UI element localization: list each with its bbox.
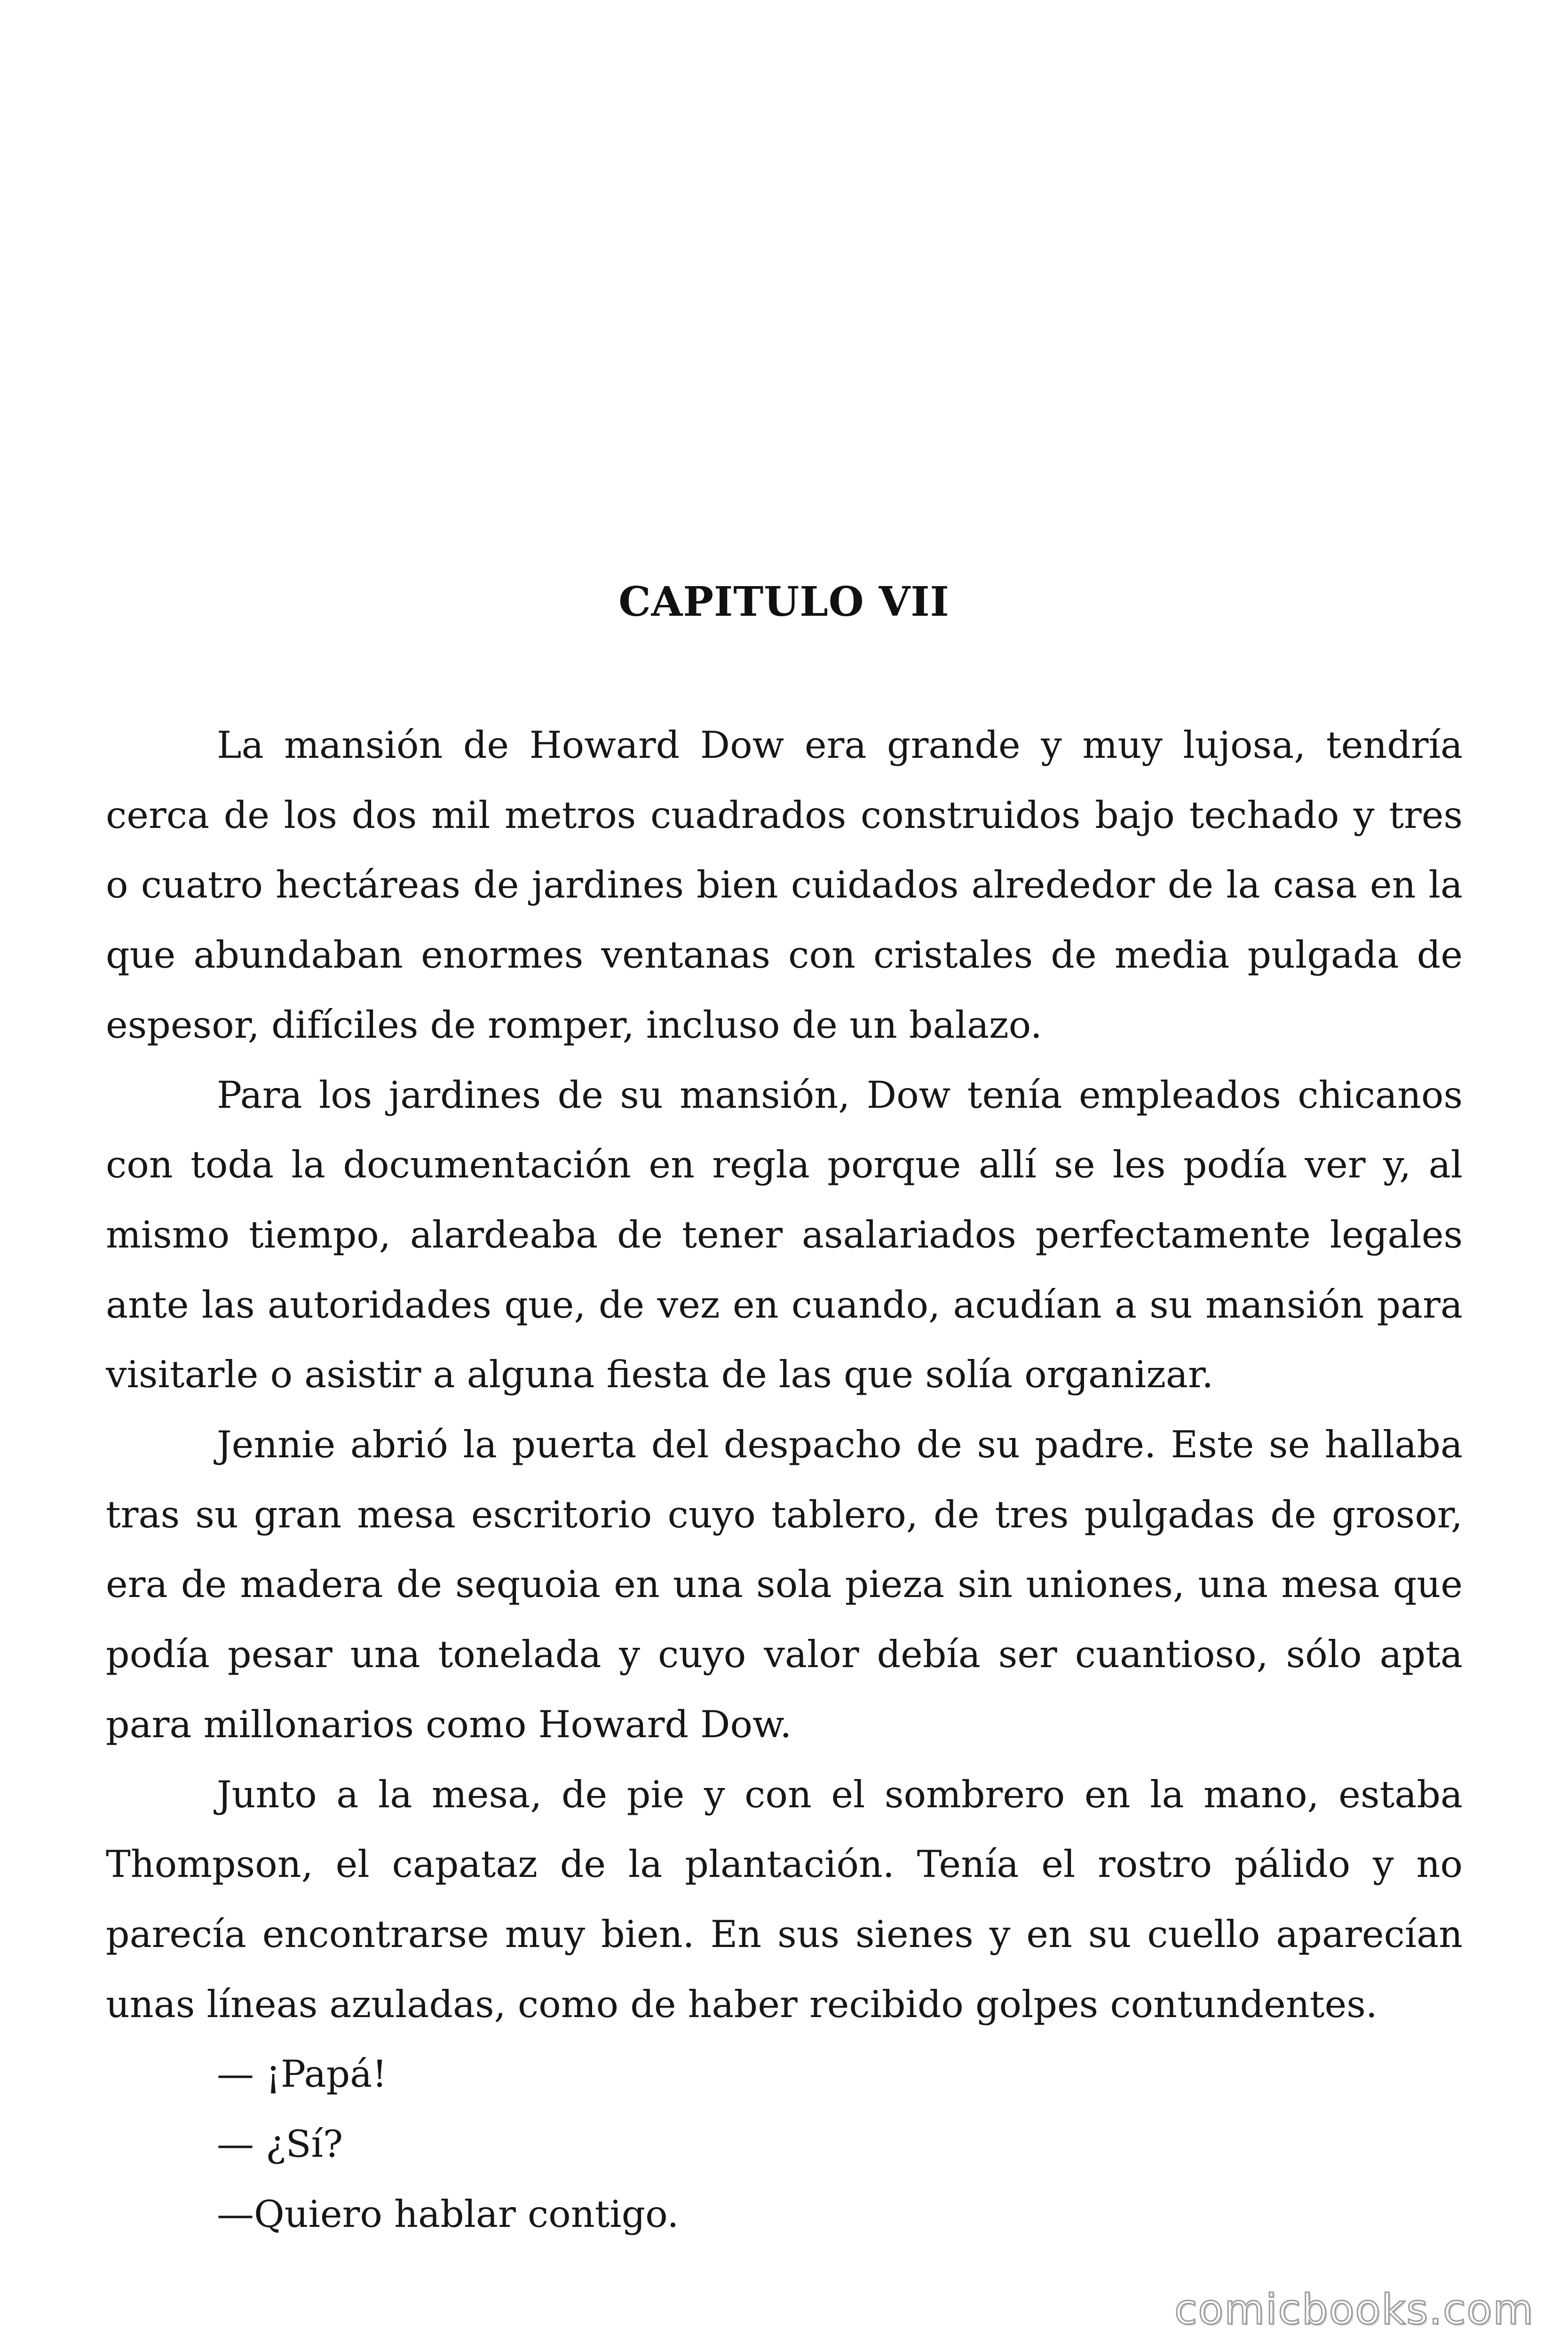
paragraph-3: Jennie abrió la puerta del despacho de su padre. Este se hallaba tras su gran mesa escritorio cuyo tablero, de tres pulgadas de grosor, era de madera de sequoia en una sola pieza sin uniones, una mesa que podía pesar una tonelada y cuyo valor debía ser cuantioso, sólo apta para millonarios como Howard Dow. <box>106 1423 1463 1746</box>
paragraph-4: Junto a la mesa, de pie y con el sombrero en la mano, estaba Thompson, el capataz de la plantación. Tenía el rostro pálido y no parecía encontrarse muy bien. En sus sienes y en su cuello aparecían unas líneas azuladas, como de haber recibido golpes contundentes. <box>106 1772 1463 2026</box>
chapter-body <box>106 710 1463 2249</box>
watermark-logo: comicbooks.com <box>1174 2285 1534 2334</box>
chapter-title: CAPITULO VII <box>618 578 950 626</box>
dialogue-line-2: — ¿Sí? <box>217 2122 343 2166</box>
paragraph-1: La mansión de Howard Dow era grande y muy lujosa, tendría cerca de los dos mil metros cuadrados construidos bajo techado y tres o cuatro hectáreas de jardines bien cuidados alrededor de la casa en la que abundaban enormes ventanas con cristales de media pulgada de espesor, difíciles de romper, incluso de un balazo. <box>106 723 1463 1047</box>
paragraph-2: Para los jardines de su mansión, Dow tenía empleados chicanos con toda la documentación en regla porque allí se les podía ver y, al mismo tiempo, alardeaba de tener asalariados perfectamente legales ante las autoridades que, de vez en cuando, acudían a su mansión para visitarle o asistir a alguna fiesta de las que solía organizar. <box>106 1073 1463 1397</box>
dialogue-line-3: —Quiero hablar contigo. <box>217 2192 679 2236</box>
dialogue-line-1: — ¡Papá! <box>217 2052 387 2096</box>
